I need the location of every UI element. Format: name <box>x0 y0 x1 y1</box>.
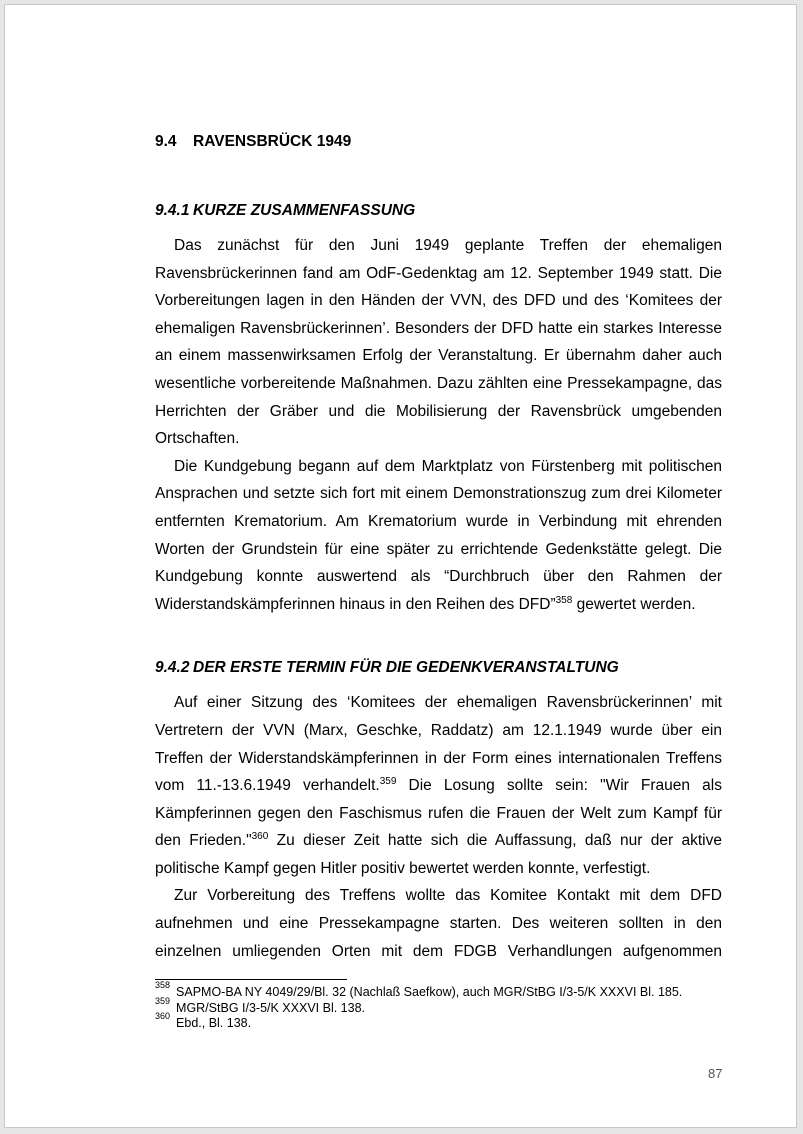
subsection-heading-2 <box>155 658 722 678</box>
footnote-separator <box>155 979 347 980</box>
page-content <box>155 132 722 1032</box>
paragraph-text: Auf einer Sitzung des ‘Komitees der ehemaligen Ravensbrückerinnen’ mit Vertretern der VVN (Marx, Geschke, Raddatz) am 12.1.1949 wurde über ein Treffen der Widerstandskämpferinnen in der Form eines internationalen Treffens vom 11.-13.6.1949 verhandelt. <box>155 694 722 795</box>
paragraph-text: gewertet werden. <box>576 595 696 613</box>
subsection-number: 9.4.1 <box>155 202 190 219</box>
footnote-text: SAPMO-BA NY 4049/29/Bl. 32 (Nachlaß Saefkow), auch MGR/StBG I/3-5/K XXXVI Bl. 185. <box>176 985 683 1000</box>
paragraph: Zur Vorbereitung des Treffens wollte das Komitee Kontakt mit dem DFD aufnehmen und eine Pressekampagne starten. Des weiteren sollten in den einzelnen umliegenden Orten mit dem FDGB Verhandlungen aufgenommen <box>155 887 722 960</box>
subsection-number: 9.4.2 <box>155 659 190 677</box>
paragraph <box>155 453 722 619</box>
document-page <box>4 4 797 1128</box>
footnote-ref[interactable]: 359 <box>379 776 397 788</box>
subsection-heading-1 <box>155 201 722 221</box>
paragraph-text: Zu dieser Zeit hatte sich die Auffassung, daß nur der aktive politische Kampf gegen Hitler positiv bewertet werden konnte, verfestigt. <box>155 832 722 877</box>
paragraph: Das zunächst für den Juni 1949 geplante Treffen der ehemaligen Ravensbrückerinnen fand am OdF-Gedenktag am 12. September 1949 statt. Die Vorbereitungen lagen in den Händen der VVN, des DFD und des ‘Komitees der ehemaligen Ravensbrückerinnen’. Besonders der DFD hatte ein starkes Interesse an einem massenwirksamen Erfolg der Veranstaltung. Er übernahm daher auch wesentliche vorbereitende Maßnahmen. Dazu zählten eine Pressekampagne, das Herrichten der Gräber und die Mobilisierung der Ravensbrück umgebenden Ortschaften. <box>155 237 722 448</box>
footnote <box>155 1011 722 1032</box>
paragraph <box>155 689 722 882</box>
paragraph-text: Die Kundgebung begann auf dem Marktplatz von Fürstenberg mit politischen Ansprachen und setzte sich fort mit einem Demonstrationszug zum drei Kilometer entfernten Krematorium. Am Krematorium wurde in Verbindung mit ehrenden Worten der Grundstein für eine später zu errichtende Gedenkstätte gelegt. Die Kundgebung konnte auswertend als “Durchbruch über den Rahmen der Widerstandskämpferinnen hinaus in den Reihen des DFD” <box>155 457 722 613</box>
footnote-ref[interactable]: 360 <box>251 831 269 843</box>
footnotes <box>155 980 722 1032</box>
page-number: 87 <box>708 1066 723 1081</box>
section-number: 9.4 <box>155 133 177 150</box>
section-title: RAVENSBRÜCK 1949 <box>193 133 352 150</box>
paragraph-text: Die Losung sollte sein: "Wir Frauen als Kämpferinnen gegen den Faschismus rufen die Frauen der Welt zum Kampf für den Frieden." <box>155 777 722 850</box>
footnote-text: Ebd., Bl. 138. <box>176 1016 252 1031</box>
section-heading <box>155 132 722 152</box>
footnote-number: 360 <box>155 1011 171 1022</box>
footnote-text: MGR/StBG I/3-5/K XXXVI Bl. 138. <box>176 1000 365 1015</box>
footnote <box>155 980 722 1001</box>
subsection-title: DER ERSTE TERMIN FÜR DIE GEDENKVERANSTALTUNG <box>193 659 619 677</box>
footnote-number: 359 <box>155 995 171 1006</box>
subsection-title: KURZE ZUSAMMENFASSUNG <box>193 202 416 219</box>
footnote-number: 358 <box>155 980 171 991</box>
footnote <box>155 995 722 1017</box>
footnote-ref[interactable]: 358 <box>555 594 573 606</box>
